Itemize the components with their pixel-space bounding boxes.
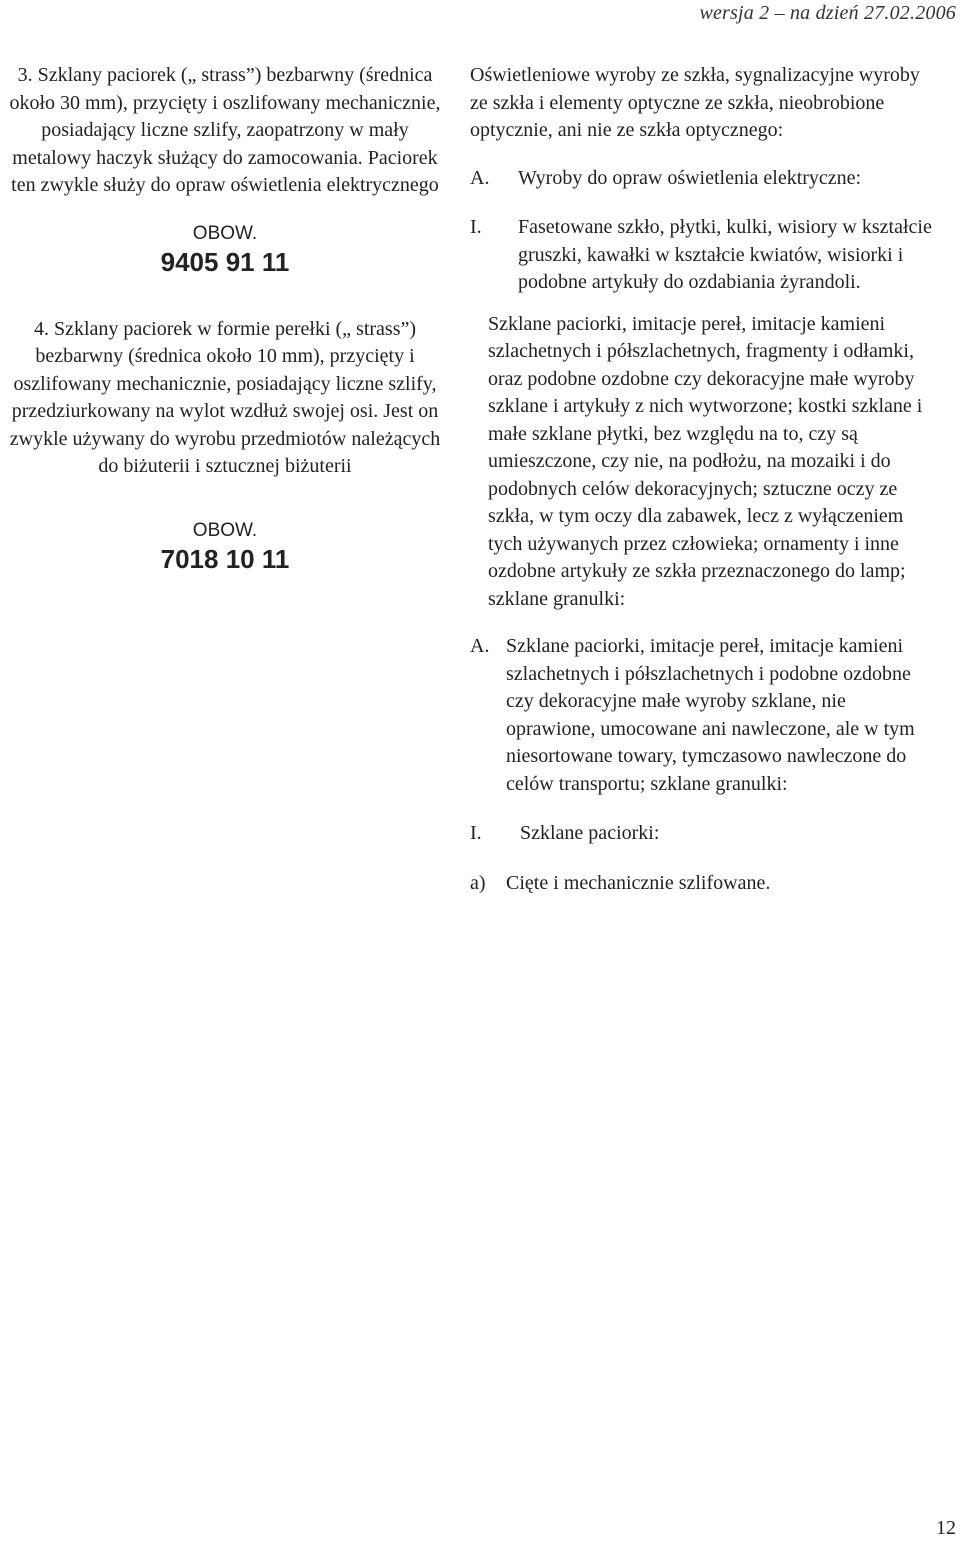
right-column xyxy=(470,62,940,897)
subheading-a-text: Wyroby do opraw oświetlenia elektryczne: xyxy=(518,166,862,189)
subheading-i-marker: I. xyxy=(470,216,482,238)
example-3-code-block xyxy=(0,222,450,278)
subheading-a2-text: Szklane paciorki, imitacje pereł, imitacje kamieni szlachetnych i półszlachetnych i podobne ozdobne czy dekoracyjne małe wyroby szklane, nie oprawione, umocowane ani nawleczone, ale w tym niesortowane towary, tymczasowo nawleczone do celów transportu; szklane granulki: xyxy=(506,635,915,795)
subheading-a-marker: A. xyxy=(470,166,490,189)
left-column xyxy=(0,62,450,575)
heading-9405: Oświetleniowe wyroby ze szkła, sygnalizacyjne wyroby ze szkła i elementy optyczne ze szkła, nieobrobione optycznie, ani nie ze szkła optycznego: xyxy=(470,64,920,141)
version-header: wersja 2 – na dzień 27.02.2006 xyxy=(699,2,956,24)
example-3-code-label: OBOW. xyxy=(192,222,258,244)
example-4-description: 4. Szklany paciorek w formie perełki („ strass”) bezbarwny (średnica około 10 mm), przycięty i oszlifowany mechanicznie, posiadający liczne szlify, przedziurkowany na wylot wzdłuż swojej osi. Jest on zwykle używany do wyrobu przedmiotów należących do biżuterii i sztucznej biżuterii xyxy=(9,317,441,477)
subheading-sub-a-text: Cięte i mechanicznie szlifowane. xyxy=(506,871,771,894)
subheading-a-lighting xyxy=(470,165,940,193)
subheading-i-faceted xyxy=(470,214,940,297)
page-number: 12 xyxy=(936,1517,956,1539)
subheading-a2-marker: A. xyxy=(470,635,490,657)
subheading-i2-text: Szklane paciorki: xyxy=(520,822,660,844)
example-3-description: 3. Szklany paciorek („ strass”) bezbarwny (średnica około 30 mm), przycięty i oszlifowany mechanicznie, posiadający liczne szlify, zaopatrzony w mały metalowy haczyk służący do zamocowania. Paciorek ten zwykle służy do opraw oświetlenia elektrycznego xyxy=(9,64,441,196)
example-4-code-block xyxy=(0,519,450,575)
example-3-code: 9405 91 11 xyxy=(160,246,290,277)
heading-7018: Szklane paciorki, imitacje pereł, imitacje kamieni szlachetnych i półszlachetnych, fragmenty i odłamki, oraz podobne ozdobne czy dekoracyjne małe wyroby szklane i artykuły z nich wytworzone; kostki szklane i małe szklane płytki, bez względu na to, czy są umieszczone, czy nie, na podłożu, na mozaiki i do podobnych celów dekoracyjnych; sztuczne oczy ze szkła, w tym oczy dla zabawek, lecz z wyłączeniem tych używanych przez człowieka; ornamenty i inne ozdobne artykuły ze szkła przeznaczonego do lamp; szklane granulki: xyxy=(488,312,923,610)
subheading-i-beads xyxy=(470,820,940,848)
example-4-code-label: OBOW. xyxy=(192,519,258,541)
example-4-code: 7018 10 11 xyxy=(160,543,290,574)
subheading-i2-marker: I. xyxy=(470,822,482,844)
subheading-a-beads xyxy=(470,633,940,798)
subheading-sub-a-marker: a) xyxy=(470,871,486,894)
subheading-a-cut xyxy=(470,870,940,898)
subheading-i-text: Fasetowane szkło, płytki, kulki, wisiory w kształcie gruszki, kawałki w kształcie kwiatów, wisiorki i podobne artykuły do ozdabiania żyrandoli. xyxy=(518,216,932,293)
